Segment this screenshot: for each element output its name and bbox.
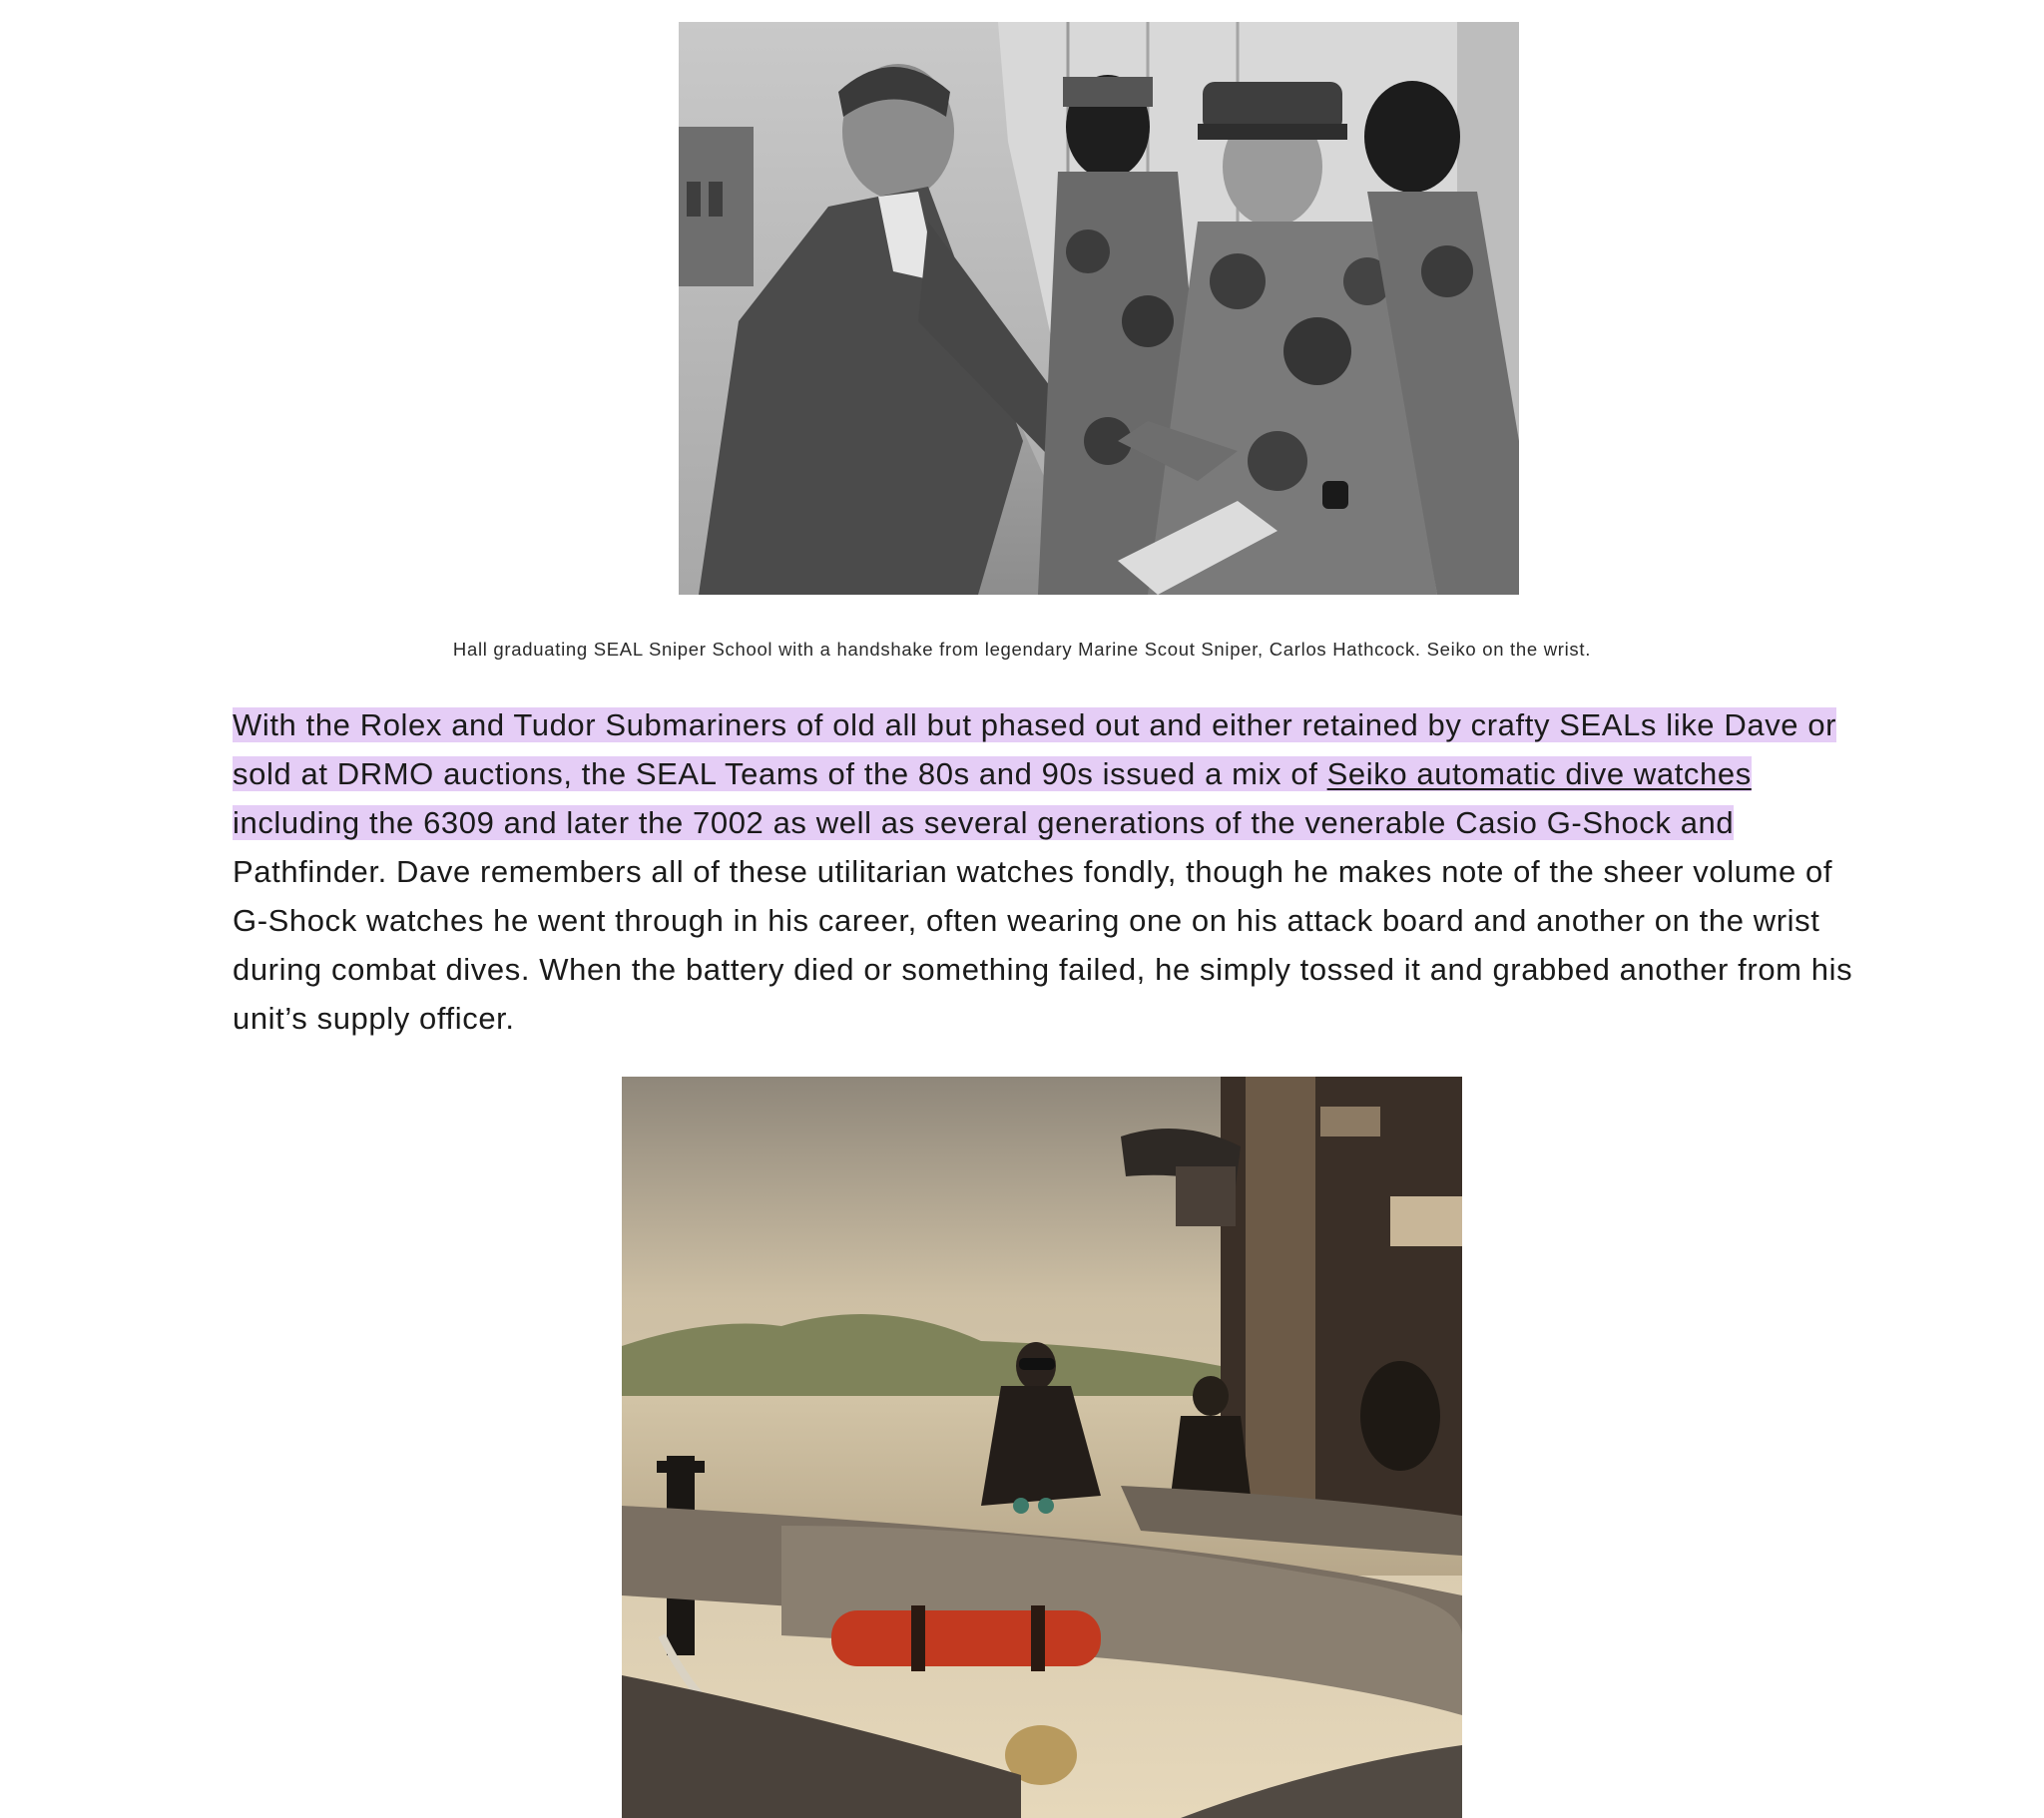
paragraph-text: Pathfinder. Dave remembers all of these utilitarian watches fondly, though he makes note of the sheer volume of G-Shock watches he went through in his career, often wearing one on his attack board and another on the wrist during combat dives. When the battery died or something failed, he simply tossed it and grabbed another from his unit’s supply officer. (233, 854, 1853, 1036)
seiko-dive-watches-link[interactable]: Seiko automatic dive watches (1326, 756, 1752, 791)
photo-caption: Hall graduating SEAL Sniper School with a handshake from legendary Marine Scout Sniper, Carlos Hathcock. Seiko on the wrist. (452, 639, 1592, 660)
highlighted-text: With the Rolex and Tudor Submariners of old all but phased out and either retained by crafty SEALs like Dave or sold at DRMO auctions, the SEAL Teams of the 80s and 90s issued a mix of (233, 707, 1837, 791)
handshake-photo-art (679, 22, 1519, 595)
article-paragraph (233, 700, 1869, 1043)
divers-boat-photo (622, 1077, 1462, 1818)
handshake-photo (679, 22, 1519, 595)
highlighted-text-continued: including the 6309 and later the 7002 as well as several generations of the venerable Casio G-Shock and (233, 805, 1735, 840)
divers-boat-photo-art (622, 1077, 1462, 1818)
